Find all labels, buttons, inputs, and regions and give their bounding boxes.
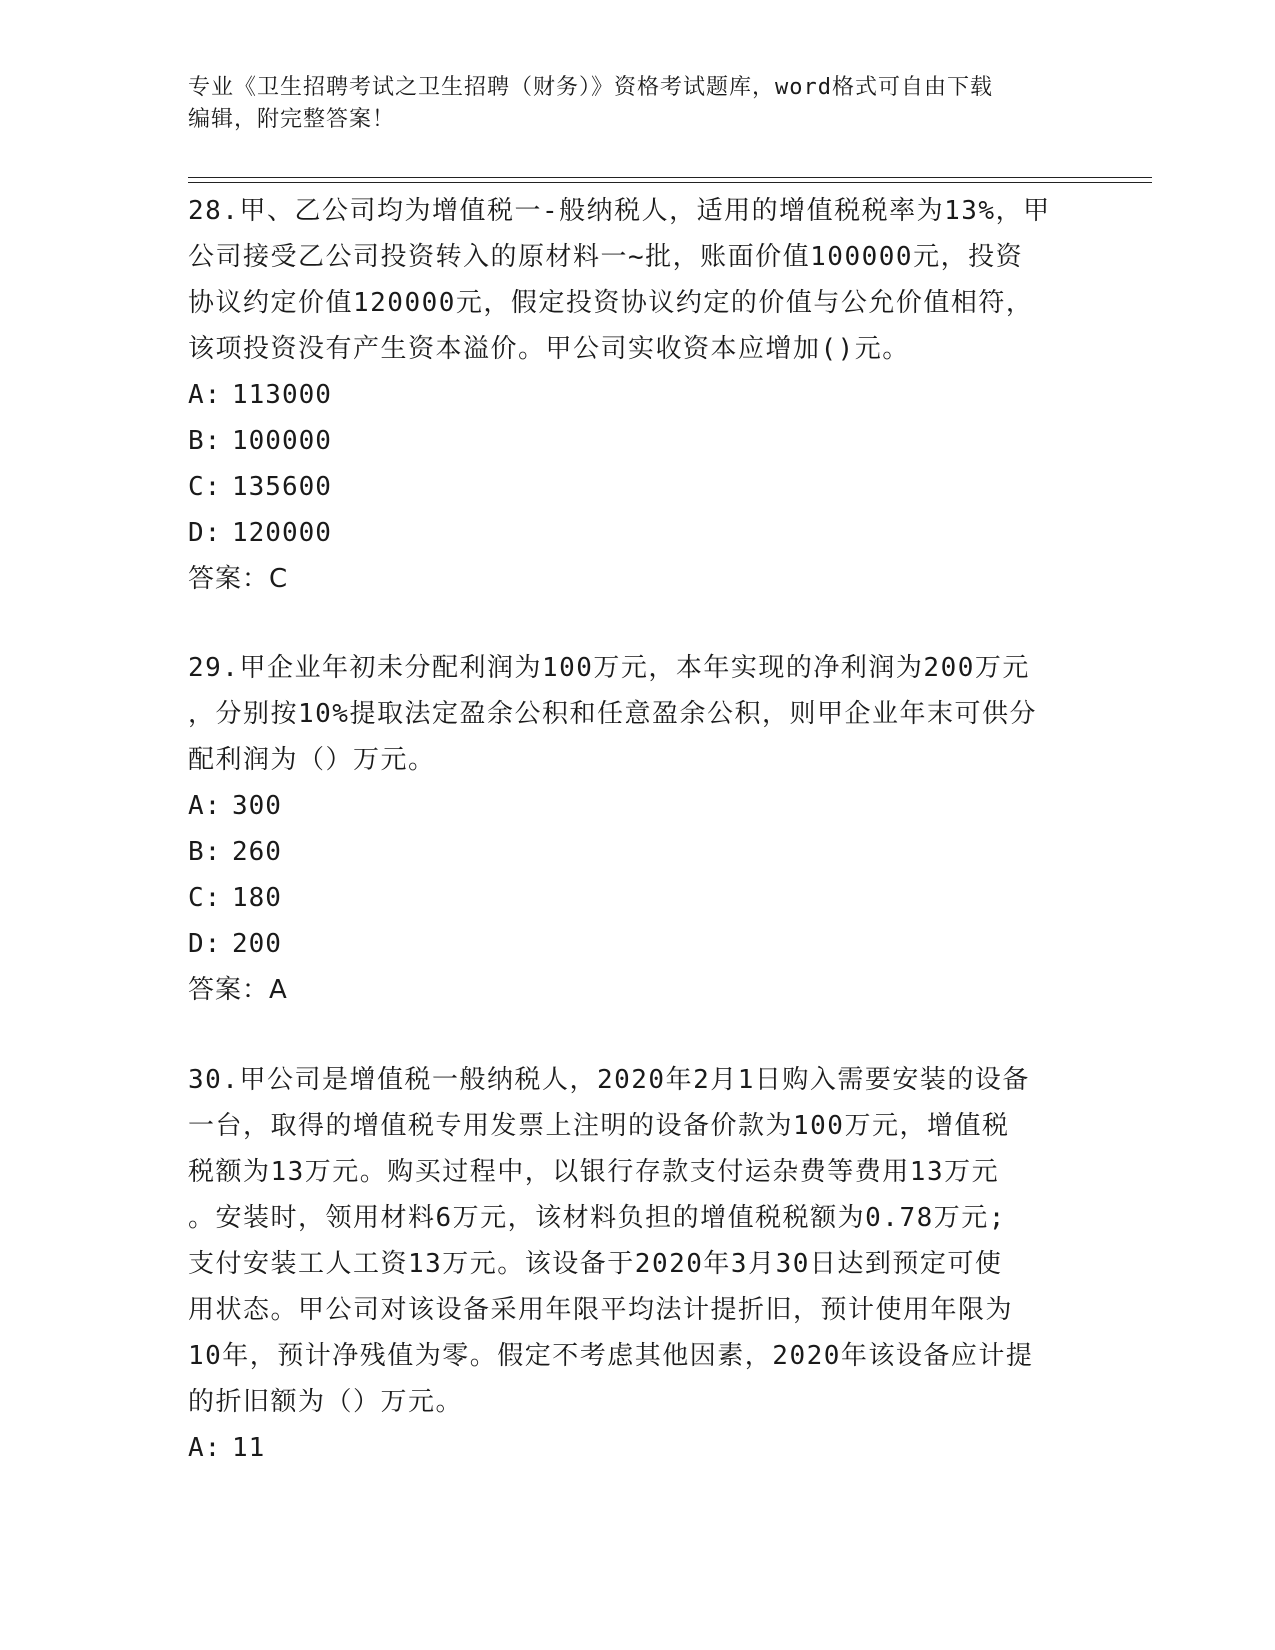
option-value: 11 bbox=[232, 1433, 266, 1463]
option-list bbox=[188, 1425, 1088, 1471]
option-b bbox=[188, 829, 1088, 875]
question-text bbox=[188, 188, 1088, 372]
option-letter: D: bbox=[188, 929, 222, 959]
question-line: 10年，预计净残值为零。假定不考虑其他因素，2020年该设备应计提 bbox=[188, 1341, 1034, 1371]
question-line: 一台，取得的增值税专用发票上注明的设备价款为100万元，增值税 bbox=[188, 1111, 1010, 1141]
question-line: 该项投资没有产生资本溢价。甲公司实收资本应增加()元。 bbox=[188, 334, 910, 364]
header-line-2: 编辑，附完整答案！ bbox=[188, 107, 396, 132]
question-line: 用状态。甲公司对该设备采用年限平均法计提折旧，预计使用年限为 bbox=[188, 1295, 1014, 1325]
option-value: 135600 bbox=[232, 472, 332, 502]
option-letter: B: bbox=[188, 426, 222, 456]
option-letter: A: bbox=[188, 791, 222, 821]
question-30 bbox=[188, 1057, 1088, 1471]
option-value: 113000 bbox=[232, 380, 332, 410]
question-line: ，分别按10%提取法定盈余公积和任意盈余公积，则甲企业年末可供分 bbox=[188, 699, 1037, 729]
option-letter: C: bbox=[188, 472, 222, 502]
option-b bbox=[188, 418, 1088, 464]
option-letter: C: bbox=[188, 883, 222, 913]
document-header bbox=[188, 72, 1068, 136]
header-line-1: 专业《卫生招聘考试之卫生招聘（财务）》资格考试题库，word格式可自由下载 bbox=[188, 75, 993, 100]
option-value: 260 bbox=[232, 837, 282, 867]
option-a bbox=[188, 372, 1088, 418]
question-line: 28.甲、乙公司均为增值税一-般纳税人，适用的增值税税率为13%，甲 bbox=[188, 196, 1051, 226]
question-line: 协议约定价值120000元，假定投资协议约定的价值与公允价值相符， bbox=[188, 288, 1034, 318]
header-divider-bottom bbox=[188, 182, 1152, 183]
question-line: 30.甲公司是增值税一般纳税人，2020年2月1日购入需要安装的设备 bbox=[188, 1065, 1030, 1095]
answer-label: 答案：A bbox=[188, 975, 288, 1005]
question-29 bbox=[188, 645, 1088, 1013]
option-value: 100000 bbox=[232, 426, 332, 456]
question-text bbox=[188, 1057, 1088, 1425]
option-list bbox=[188, 372, 1088, 556]
option-letter: B: bbox=[188, 837, 222, 867]
option-letter: A: bbox=[188, 1433, 222, 1463]
option-d bbox=[188, 921, 1088, 967]
question-text bbox=[188, 645, 1088, 783]
option-list bbox=[188, 783, 1088, 967]
option-value: 300 bbox=[232, 791, 282, 821]
question-line: 配利润为（）万元。 bbox=[188, 745, 436, 775]
question-line: 29.甲企业年初未分配利润为100万元，本年实现的净利润为200万元 bbox=[188, 653, 1030, 683]
option-letter: A: bbox=[188, 380, 222, 410]
answer-label: 答案：C bbox=[188, 564, 289, 594]
question-line: 税额为13万元。购买过程中，以银行存款支付运杂费等费用13万元 bbox=[188, 1157, 1000, 1187]
option-c bbox=[188, 875, 1088, 921]
option-a bbox=[188, 783, 1088, 829]
header-divider-top bbox=[188, 177, 1152, 178]
option-a bbox=[188, 1425, 1088, 1471]
option-letter: D: bbox=[188, 518, 222, 548]
question-line: 。安装时，领用材料6万元，该材料负担的增值税税额为0.78万元; bbox=[188, 1203, 1006, 1233]
option-value: 120000 bbox=[232, 518, 332, 548]
option-value: 200 bbox=[232, 929, 282, 959]
question-line: 支付安装工人工资13万元。该设备于2020年3月30日达到预定可使 bbox=[188, 1249, 1003, 1279]
question-28 bbox=[188, 188, 1088, 602]
question-line: 的折旧额为（）万元。 bbox=[188, 1387, 464, 1417]
question-line: 公司接受乙公司投资转入的原材料一~批，账面价值100000元，投资 bbox=[188, 242, 1024, 272]
option-c bbox=[188, 464, 1088, 510]
option-d bbox=[188, 510, 1088, 556]
option-value: 180 bbox=[232, 883, 282, 913]
